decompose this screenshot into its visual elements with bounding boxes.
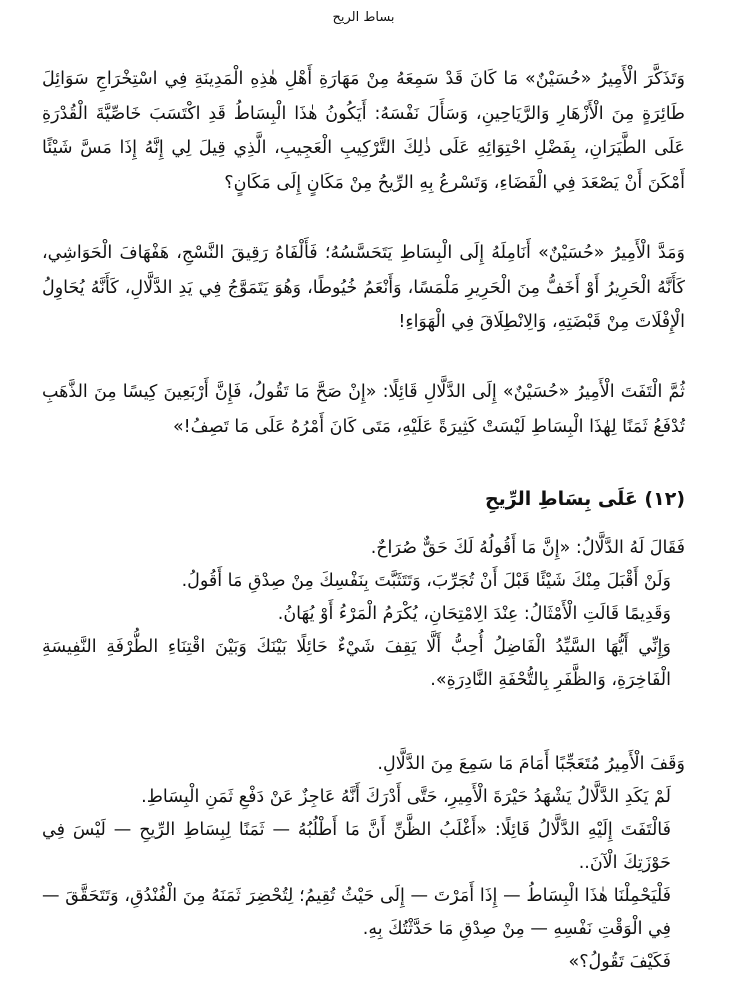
section-heading: (١٢) عَلَى بِسَاطِ الرِّيحِ bbox=[484, 488, 685, 510]
dialogue-line: وَقَدِيمًا قَالَتِ الْأَمْثَالُ: عِنْدَ الِامْتِحَانِ، يُكْرَمُ الْمَرْءُ أَوْ يُهَانُ. bbox=[277, 604, 671, 624]
dialogue-line: لَمْ يَكَدِ الدَّلَّالُ يَشْهَدُ حَيْرَةَ الْأَمِيرِ، حَتَّى أَدْرَكَ أَنَّهُ عَاجِزٌ عَنْ دَفْعِ ثَمَنِ الْبِسَاطِ. bbox=[141, 787, 671, 807]
dialogue-line: فَقَالَ لَهُ الدَّلَّالُ: «إِنَّ مَا أَقُولُهُ لَكَ حَقٌّ صُرَاحٌ. bbox=[370, 538, 685, 558]
paragraph-3: ثُمَّ الْتَفَتَ الْأَمِيرُ «حُسَيْنٌ» إِلَى الدَّلَّالِ قَائِلًا: «إِنْ صَحَّ مَا تَقُولُ، فَإِنَّ أَرْبَعِينَ كِيسًا مِنَ الذَّهَبِ تُدْفَعُ ثَمَنًا لِهٰذَا الْبِسَاطِ لَيْسَتْ كَثِيرَةً عَلَيْهِ، مَتَى كَانَ أَمْرُهُ عَلَى مَا تَصِفُ!» bbox=[42, 382, 685, 437]
dialogue-block-2 bbox=[42, 748, 685, 979]
running-header: بساط الريح bbox=[332, 10, 395, 25]
paragraph-2: وَمَدَّ الْأَمِيرُ «حُسَيْنٌ» أَنَامِلَهُ إِلَى الْبِسَاطِ يَتَحَسَّسُهُ؛ فَأَلْفَاهُ رَقِيقَ النَّسْجِ، هَفْهَافَ الْحَوَاشِي، كَأَنَّهُ الْحَرِيرُ أَوْ أَخَفُّ مِنَ الْحَرِيرِ مَلْمَسًا، وَأَنْعَمُ خُيُوطًا، وَهُوَ يَتَمَوَّجُ فِي يَدِ الدَّلَّالِ، كَأَنَّهُ يُحَاوِلُ الْإِفْلَاتَ مِنْ قَبْضَتِهِ، وَالِانْطِلَاقَ فِي الْهَوَاءِ! bbox=[42, 243, 685, 332]
dialogue-line: وَإِنِّي أَيُّهَا السَّيِّدُ الْفَاضِلُ أُحِبُّ أَلَّا يَقِفَ شَيْءٌ حَائِلًا بَيْنَكَ وَبَيْنَ اقْتِنَاءِ الطُّرْفَةِ النَّفِيسَةِ الْفَاخِرَةِ، وَالظَّفَرِ بِالتُّحْفَةِ النَّادِرَةِ». bbox=[42, 637, 671, 690]
paragraph-1: وَتَذَكَّرَ الْأَمِيرُ «حُسَيْنٌ» مَا كَانَ قَدْ سَمِعَهُ مِنْ مَهَارَةِ أَهْلِ هٰذِهِ الْمَدِينَةِ فِي اسْتِخْرَاجِ سَوَائِلَ طَائِرَةٍ مِنَ الْأَزْهَارِ وَالرَّيَاحِينِ، وَسَأَلَ نَفْسَهُ: أَيَكُونُ هٰذَا الْبِسَاطُ قَدِ اكْتَسَبَ خَاصِّيَّةَ الْقُدْرَةِ عَلَى الطَّيَرَانِ، بِفَضْلِ احْتِوَائِهِ عَلَى ذٰلِكَ التَّرْكِيبِ الْعَجِيبِ، الَّذِي قِيلَ لِي إِنَّهُ إِذَا مَسَّ شَيْئًا أَمْكَنَ أَنْ يَصْعَدَ فِي الْفَضَاءِ، وَتَسْرعُ بِهِ الرِّيحُ مِنْ مَكَانٍ إِلَى مَكَانٍ؟ bbox=[42, 69, 685, 193]
dialogue-line: وَلَنْ أَقْبَلَ مِنْكَ شَيْئًا قَبْلَ أَنْ تُجَرِّبَ، وَتَتَثَبَّتَ بِنَفْسِكَ مِنْ صِدْقِ مَا أَقُولُ. bbox=[181, 571, 671, 591]
dialogue-line: فَكَيْفَ تَقُولُ؟» bbox=[568, 952, 671, 972]
dialogue-line: فَلْيَحْمِلْنَا هٰذَا الْبِسَاطُ — إِذَا أَمَرْتَ — إِلَى حَيْثُ تُقِيمُ؛ لِتُحْضِرَ ثَمَنَهُ مِنَ الْفُنْدُقِ، وَتَتَحَقَّقَ — فِي الْوَقْتِ نَفْسِهِ — مِنْ صِدْقِ مَا حَدَّثْتُكَ بِهِ. bbox=[42, 886, 671, 939]
dialogue-line: فَالْتَفَتَ إِلَيْهِ الدَّلَّالُ قَائِلًا: «أَغْلَبُ الظَّنِّ أَنَّ مَا أَطْلُبُهُ — ثَمَنًا لِبِسَاطِ الرِّيحِ — لَيْسَ فِي حَوْزَتِكَ الْآنَ.. bbox=[42, 820, 671, 873]
dialogue-line: وَقَفَ الْأَمِيرُ مُتَعَجِّبًا أَمَامَ مَا سَمِعَ مِنَ الدَّلَّالِ. bbox=[377, 754, 685, 774]
dialogue-block-1 bbox=[42, 532, 685, 697]
